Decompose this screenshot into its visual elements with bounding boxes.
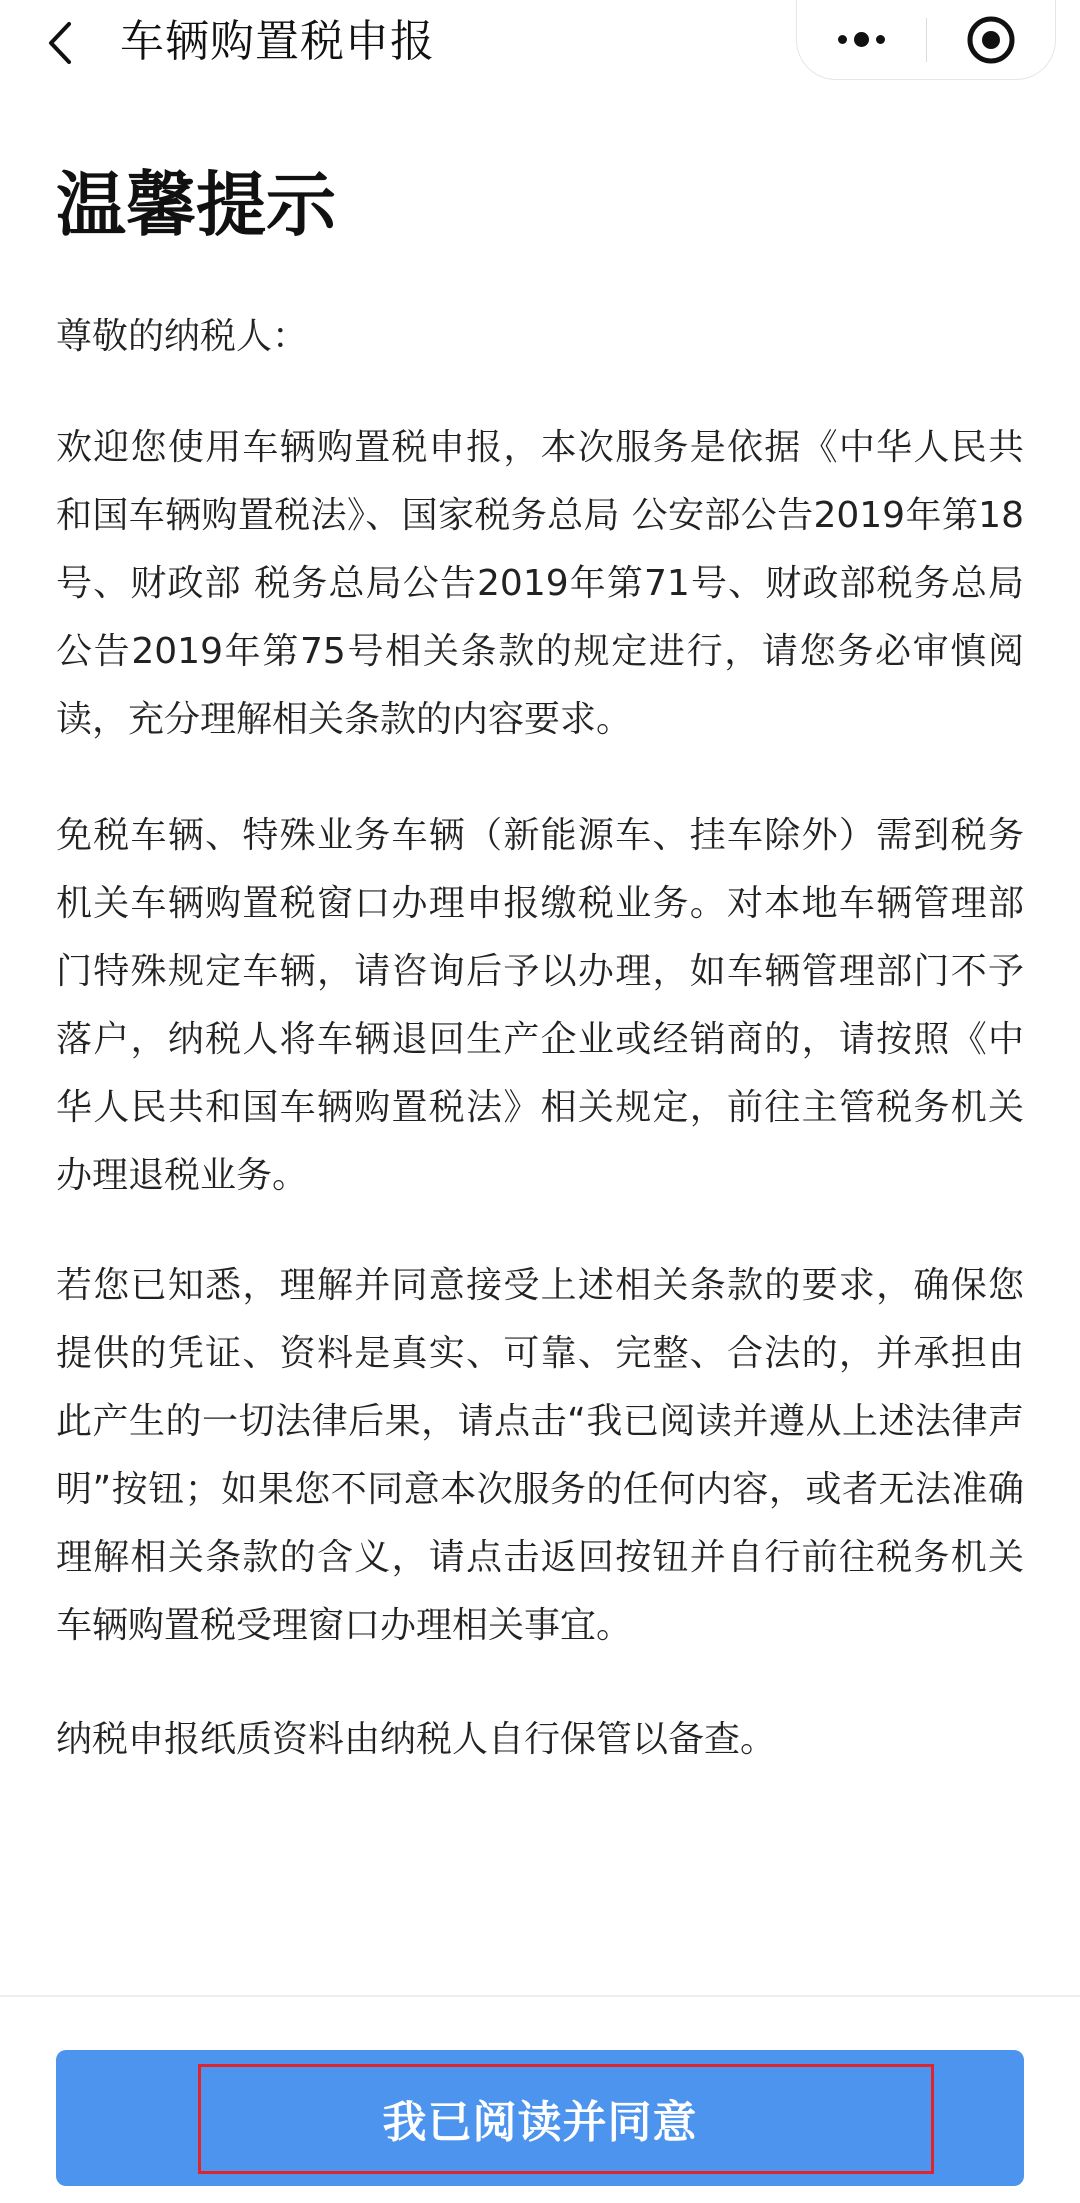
back-button[interactable] [30,0,90,86]
chevron-left-icon [45,20,75,66]
page-title: 温馨提示 [56,164,336,246]
more-button[interactable] [797,0,926,80]
notice-paragraph: 纳税申报纸质资料由纳税人自行保管以备查。 [56,1719,777,1760]
close-button[interactable] [927,0,1056,80]
notice-paragraph: 若您已知悉，理解并同意接受上述相关条款的要求，确保您提供的凭证、资料是真实、可靠、完整、合法的，并承担由此产生的一切法律后果，请点击“我已阅读并遵从上述法律声明”按钮；如果您不同意本次服务的任何内容，或者无法准确理解相关条款的含义，请点击返回按钮并自行前往税务机关车辆购置税受理窗口办理相关事宜。 [56,1265,1024,1646]
target-circle-icon [965,14,1017,66]
footer-divider [0,1995,1080,1997]
more-dots-icon [838,32,885,47]
mini-program-capsule [796,0,1056,80]
nav-title: 车辆购置税申报 [120,16,435,67]
nav-bar [0,0,1080,86]
notice-paragraph: 免税车辆、特殊业务车辆（新能源车、挂车除外）需到税务机关车辆购置税窗口办理申报缴税业务。对本地车辆管理部门特殊规定车辆，请咨询后予以办理，如车辆管理部门不予落户，纳税人将车辆退回生产企业或经销商的，请按照《中华人民共和国车辆购置税法》相关规定，前往主管税务机关办理退税业务。 [56,815,1024,1196]
notice-paragraph: 欢迎您使用车辆购置税申报，本次服务是依据《中华人民共和国车辆购置税法》、国家税务总局 公安部公告2019年第18号、财政部 税务总局公告2019年第71号、财政部税务总局公告2019年第75号相关条款的规定进行，请您务必审慎阅读，充分理解相关条款的内容要求。 [56,427,1024,740]
greeting-text: 尊敬的纳税人： [56,316,309,357]
agree-button-label: 我已阅读并同意 [382,2097,698,2148]
agree-button[interactable] [56,2050,1024,2186]
